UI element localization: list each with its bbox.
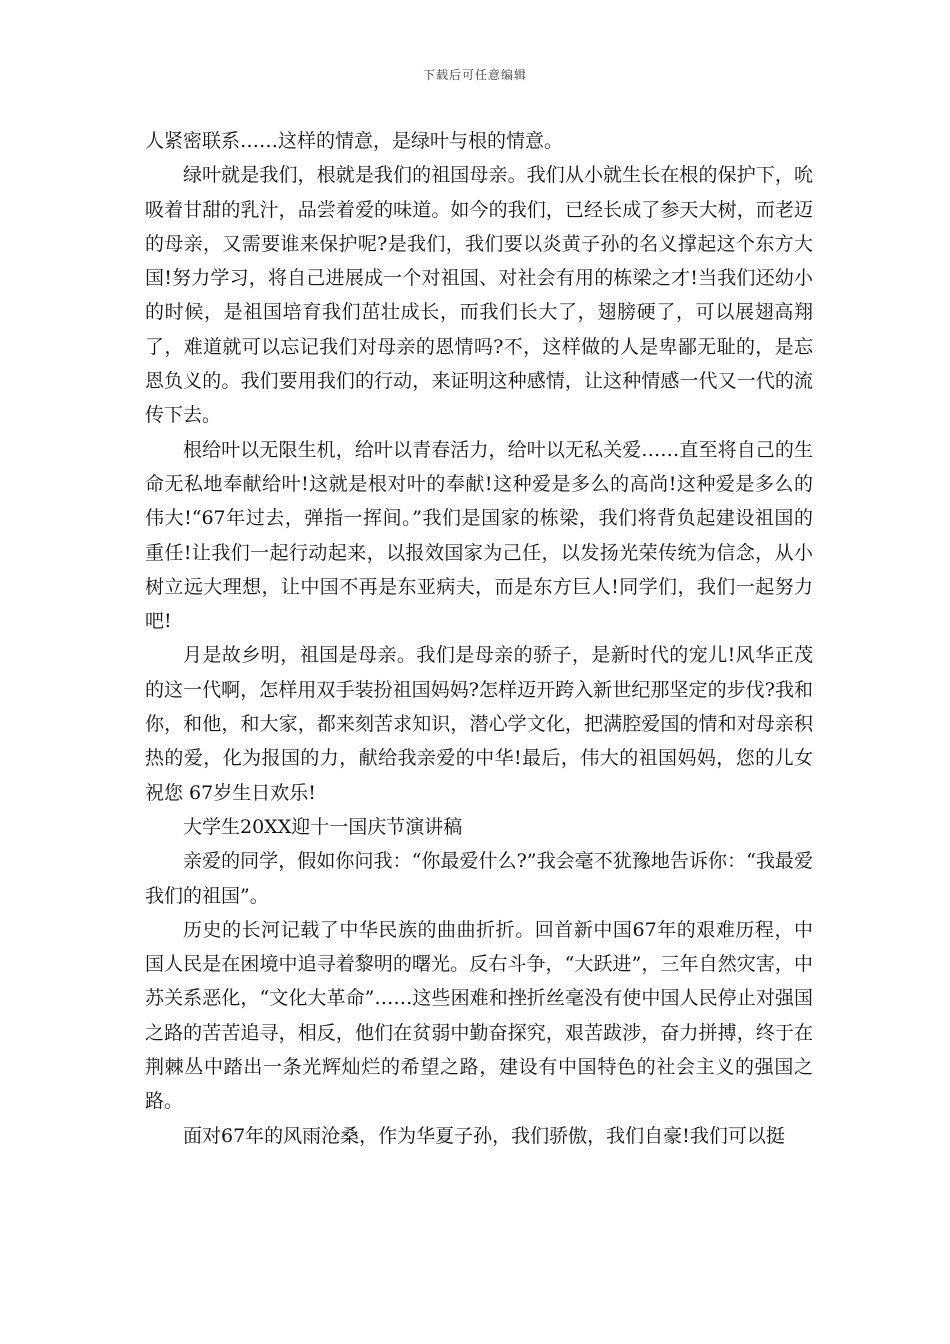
document-body <box>145 124 813 1153</box>
paragraph-7: 面对67年的风雨沧桑，作为华夏子孙，我们骄傲，我们自豪!我们可以挺 <box>183 1124 785 1147</box>
section-title: 大学生20XX迎十一国庆节演讲稿 <box>183 815 463 838</box>
page-header: 下载后可任意编辑 <box>422 68 527 82</box>
paragraph-6: 历史的长河记载了中华民族的曲曲折折。回首新中国67年的艰难历程，中国人民是在困境中追寻着黎明的曙光。反右斗争，“大跃进”，三年自然灾害，中苏关系恶化，“文化大革命”……这些困难和挫折丝毫没有使中国人民停止对强国之路的苦苦追寻，相反，他们在贫弱中勤奋探究，艰苦跋涉，奋力拼搏，终于在荆棘丛中踏出一条光辉灿烂的希望之路，建设有中国特色的社会主义的强国之路。 <box>145 918 813 1113</box>
paragraph-2: 绿叶就是我们，根就是我们的祖国母亲。我们从小就生长在根的保护下，吮吸着甘甜的乳汁，品尝着爱的味道。如今的我们，已经长成了参天大树，而老迈的母亲，又需要谁来保护呢?是我们，我们要以炎黄子孙的名义撑起这个东方大国!努力学习，将自己进展成一个对祖国、对社会有用的栋梁之才!当我们还幼小的时候，是祖国培育我们茁壮成长，而我们长大了，翅膀硬了，可以展翅高翔了，难道就可以忘记我们对母亲的恩情吗?不，这样做的人是卑鄙无耻的，是忘恩负义的。我们要用我们的行动，来证明这种感情，让这种情感一代又一代的流传下去。 <box>145 164 813 427</box>
paragraph-1: 人紧密联系……这样的情意，是绿叶与根的情意。 <box>145 130 564 152</box>
paragraph-5: 亲爱的同学，假如你问我：“你最爱什么?”我会毫不犹豫地告诉你：“我最爱我们的祖国”。 <box>145 850 813 907</box>
paragraph-4: 月是故乡明，祖国是母亲。我们是母亲的骄子，是新时代的宠儿!风华正茂的这一代啊，怎样用双手装扮祖国妈妈?怎样迈开跨入新世纪那坚定的步伐?我和你，和他，和大家，都来刻苦求知识，潜心学文化，把满腔爱国的情和对母亲积热的爱，化为报国的力，献给我亲爱的中华!最后，伟大的祖国妈妈，您的儿女祝您 67岁生日欢乐! <box>145 644 813 804</box>
paragraph-3: 根给叶以无限生机，给叶以青春活力，给叶以无私关爱……直至将自己的生命无私地奉献给叶!这就是根对叶的奉献!这种爱是多么的高尚!这种爱是多么的伟大!“67年过去，弹指一挥间。”我们是国家的栋梁，我们将背负起建设祖国的重任!让我们一起行动起来，以报效国家为己任，以发扬光荣传统为信念，从小树立远大理想，让中国不再是东亚病夫，而是东方巨人!同学们，我们一起努力吧! <box>145 438 813 633</box>
